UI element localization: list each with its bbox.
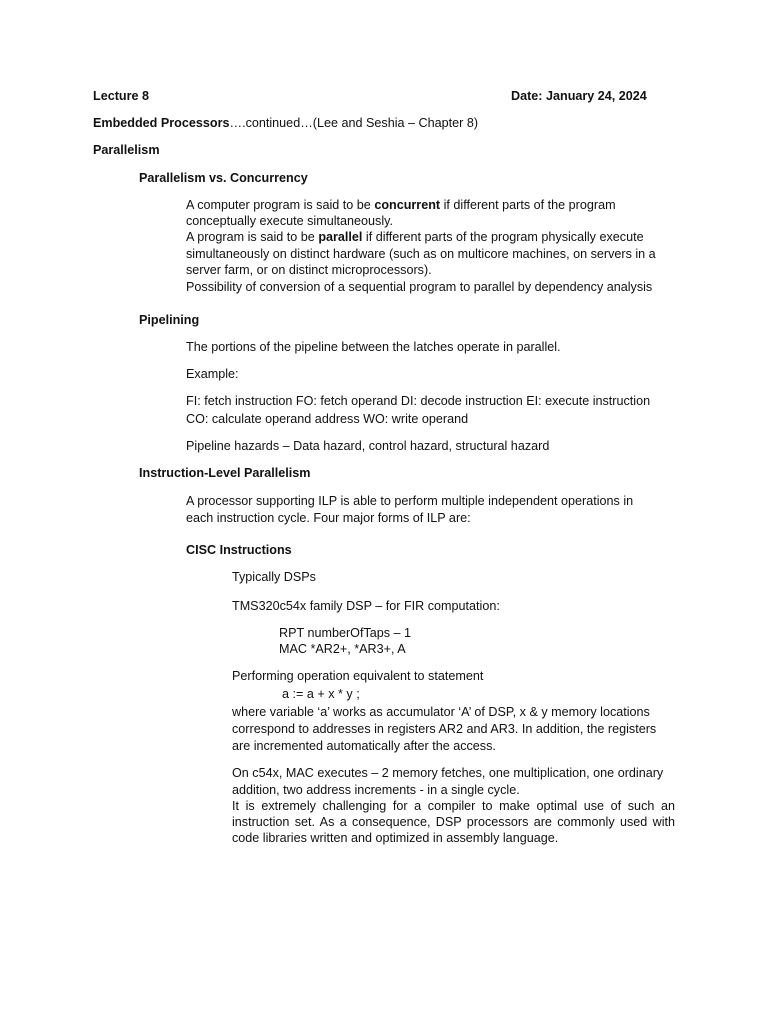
title-bold: Embedded Processors xyxy=(93,116,230,130)
pvc-line-5: server farm, or on distinct microprocessors). xyxy=(186,263,432,277)
lecture-label: Lecture 8 xyxy=(93,89,149,103)
subheading-parallelism-vs-concurrency: Parallelism vs. Concurrency xyxy=(139,171,308,185)
cisc-tms-family: TMS320c54x family DSP – for FIR computation: xyxy=(232,599,500,613)
pipelining-example-label: Example: xyxy=(186,367,239,381)
cisc-equivalent-statement: Performing operation equivalent to statement xyxy=(232,669,484,683)
cisc-statement-expression: a := a + x * y ; xyxy=(282,687,360,701)
pvc-line-4: simultaneously on distinct hardware (such as on multicore machines, on servers in a xyxy=(186,247,656,261)
cisc-explanation-line-3: are incremented automatically after the access. xyxy=(232,739,496,753)
pvc-line-1 xyxy=(186,197,616,213)
pipelining-stages-line-2: CO: calculate operand address WO: write operand xyxy=(186,412,469,426)
ilp-line-2: each instruction cycle. Four major forms of ILP are: xyxy=(186,511,471,525)
pvc-text: if different parts of the program physically execute xyxy=(362,230,644,244)
cisc-compiler-paragraph: It is extremely challenging for a compiler to make optimal use of such an instruction set. As a consequence, DSP processors are commonly used with code libraries written and optimized in assembly language. xyxy=(232,799,675,845)
lecture-date: Date: January 24, 2024 xyxy=(511,89,647,103)
pvc-line-3 xyxy=(186,229,644,245)
pvc-line-6: Possibility of conversion of a sequential program to parallel by dependency analysis xyxy=(186,280,653,294)
ilp-line-1: A processor supporting ILP is able to perform multiple independent operations in xyxy=(186,494,634,508)
term-concurrent: concurrent xyxy=(374,198,441,212)
code-line-rpt: RPT numberOfTaps – 1 xyxy=(279,626,412,640)
pvc-text: A computer program is said to be xyxy=(186,198,375,212)
subheading-pipelining: Pipelining xyxy=(139,313,200,327)
cisc-mac-line-1: On c54x, MAC executes – 2 memory fetches, one multiplication, one ordinary xyxy=(232,766,664,780)
pvc-text: A program is said to be xyxy=(186,230,319,244)
subheading-cisc: CISC Instructions xyxy=(186,543,292,557)
pvc-text: if different parts of the program xyxy=(440,198,616,212)
cisc-mac-line-2: addition, two address increments - in a single cycle. xyxy=(232,783,520,797)
section-heading-parallelism: Parallelism xyxy=(93,143,160,157)
pvc-line-2: conceptually execute simultaneously. xyxy=(186,214,393,228)
cisc-typically-dsps: Typically DSPs xyxy=(232,570,316,584)
subheading-ilp: Instruction-Level Parallelism xyxy=(139,466,311,480)
pipeline-hazards: Pipeline hazards – Data hazard, control hazard, structural hazard xyxy=(186,439,550,453)
pipelining-stages-line-1: FI: fetch instruction FO: fetch operand DI: decode instruction EI: execute instruction xyxy=(186,394,651,408)
cisc-explanation-line-1: where variable ‘a’ works as accumulator ‘A’ of DSP, x & y memory locations xyxy=(232,705,650,719)
title-rest: ….continued…(Lee and Seshia – Chapter 8) xyxy=(229,116,479,130)
term-parallel: parallel xyxy=(318,230,363,244)
code-line-mac: MAC *AR2+, *AR3+, A xyxy=(279,642,406,656)
cisc-explanation-line-2: correspond to addresses in registers AR2 and AR3. In addition, the registers xyxy=(232,722,657,736)
pipelining-paragraph-1: The portions of the pipeline between the latches operate in parallel. xyxy=(186,340,561,354)
document-title xyxy=(93,115,478,131)
